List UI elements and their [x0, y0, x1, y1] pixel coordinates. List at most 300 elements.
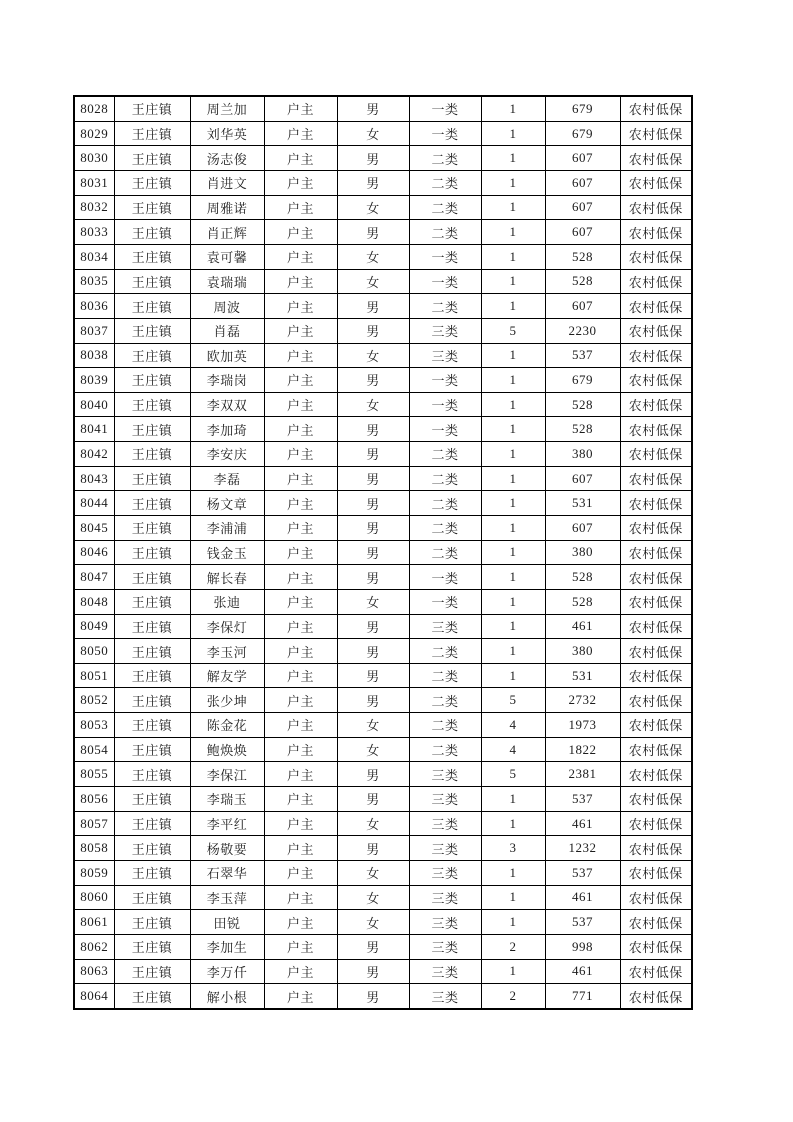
table-cell: 鲍焕焕: [190, 737, 264, 762]
table-cell: 周波: [190, 294, 264, 319]
table-cell: 女: [337, 860, 409, 885]
table-cell: 461: [545, 885, 620, 910]
table-cell: 户主: [264, 244, 337, 269]
table-cell: 1: [481, 565, 545, 590]
table-cell: 男: [337, 318, 409, 343]
table-cell: 二类: [409, 737, 481, 762]
table-cell: 女: [337, 885, 409, 910]
table-cell: 三类: [409, 343, 481, 368]
table-cell: 户主: [264, 589, 337, 614]
table-cell: 528: [545, 417, 620, 442]
table-cell: 农村低保: [620, 417, 692, 442]
table-cell: 李瑞岗: [190, 368, 264, 393]
table-cell: 王庄镇: [114, 787, 190, 812]
table-cell: 户主: [264, 860, 337, 885]
table-cell: 户主: [264, 959, 337, 984]
table-cell: 王庄镇: [114, 220, 190, 245]
table-cell: 户主: [264, 417, 337, 442]
table-cell: 三类: [409, 318, 481, 343]
table-cell: 8039: [74, 368, 114, 393]
table-cell: 8040: [74, 392, 114, 417]
table-cell: 8058: [74, 836, 114, 861]
table-cell: 1: [481, 639, 545, 664]
table-cell: 户主: [264, 368, 337, 393]
table-cell: 周雅诺: [190, 195, 264, 220]
table-cell: 607: [545, 195, 620, 220]
table-cell: 三类: [409, 959, 481, 984]
table-cell: 男: [337, 516, 409, 541]
table-cell: 户主: [264, 885, 337, 910]
table-cell: 王庄镇: [114, 663, 190, 688]
table-cell: 李浦浦: [190, 516, 264, 541]
table-cell: 607: [545, 146, 620, 171]
table-cell: 王庄镇: [114, 688, 190, 713]
table-cell: 8061: [74, 910, 114, 935]
table-cell: 8059: [74, 860, 114, 885]
table-row: [74, 885, 692, 910]
table-cell: 户主: [264, 294, 337, 319]
table-cell: 5: [481, 688, 545, 713]
table-cell: 三类: [409, 787, 481, 812]
table-cell: 户主: [264, 713, 337, 738]
table-cell: 王庄镇: [114, 121, 190, 146]
table-cell: 8060: [74, 885, 114, 910]
table-cell: 李平红: [190, 811, 264, 836]
table-cell: 农村低保: [620, 318, 692, 343]
table-cell: 户主: [264, 565, 337, 590]
table-cell: 王庄镇: [114, 294, 190, 319]
table-cell: 女: [337, 737, 409, 762]
table-cell: 1: [481, 540, 545, 565]
table-cell: 二类: [409, 442, 481, 467]
table-cell: 男: [337, 442, 409, 467]
table-cell: 户主: [264, 195, 337, 220]
table-cell: 三类: [409, 984, 481, 1009]
table-cell: 1: [481, 343, 545, 368]
table-row: [74, 294, 692, 319]
table-cell: 农村低保: [620, 540, 692, 565]
table-row: [74, 392, 692, 417]
table-cell: 8050: [74, 639, 114, 664]
table-cell: 女: [337, 811, 409, 836]
table-row: [74, 663, 692, 688]
table-cell: 王庄镇: [114, 491, 190, 516]
table-cell: 一类: [409, 244, 481, 269]
table-cell: 王庄镇: [114, 195, 190, 220]
table-cell: 女: [337, 589, 409, 614]
table-cell: 王庄镇: [114, 984, 190, 1009]
table-cell: 二类: [409, 713, 481, 738]
table-cell: 一类: [409, 96, 481, 121]
table-row: [74, 491, 692, 516]
table-cell: 男: [337, 220, 409, 245]
table-cell: 一类: [409, 269, 481, 294]
table-cell: 1: [481, 220, 545, 245]
table-cell: 1: [481, 663, 545, 688]
table-cell: 二类: [409, 294, 481, 319]
table-cell: 461: [545, 811, 620, 836]
table-cell: 531: [545, 663, 620, 688]
table-cell: 8033: [74, 220, 114, 245]
table-cell: 三类: [409, 860, 481, 885]
table-cell: 农村低保: [620, 589, 692, 614]
table-cell: 5: [481, 762, 545, 787]
table-cell: 8045: [74, 516, 114, 541]
table-cell: 王庄镇: [114, 244, 190, 269]
table-row: [74, 540, 692, 565]
table-cell: 石翠华: [190, 860, 264, 885]
table-cell: 8063: [74, 959, 114, 984]
table-cell: 男: [337, 417, 409, 442]
table-cell: 女: [337, 343, 409, 368]
table-cell: 女: [337, 195, 409, 220]
table-cell: 农村低保: [620, 934, 692, 959]
table-cell: 农村低保: [620, 787, 692, 812]
table-cell: 8048: [74, 589, 114, 614]
table-cell: 461: [545, 959, 620, 984]
table-row: [74, 836, 692, 861]
table-cell: 户主: [264, 442, 337, 467]
table-cell: 8062: [74, 934, 114, 959]
table-row: [74, 368, 692, 393]
table-cell: 二类: [409, 688, 481, 713]
table-cell: 农村低保: [620, 565, 692, 590]
table-cell: 2732: [545, 688, 620, 713]
table-row: [74, 466, 692, 491]
table-row: [74, 442, 692, 467]
table-cell: 户主: [264, 663, 337, 688]
table-cell: 607: [545, 466, 620, 491]
table-cell: 2381: [545, 762, 620, 787]
table-row: [74, 688, 692, 713]
table-cell: 8042: [74, 442, 114, 467]
table-cell: 李加生: [190, 934, 264, 959]
table-row: [74, 787, 692, 812]
table-cell: 1822: [545, 737, 620, 762]
table-cell: 户主: [264, 614, 337, 639]
table-cell: 农村低保: [620, 121, 692, 146]
table-cell: 8037: [74, 318, 114, 343]
table-cell: 农村低保: [620, 811, 692, 836]
table-cell: 王庄镇: [114, 96, 190, 121]
table-cell: 李保江: [190, 762, 264, 787]
table-row: [74, 614, 692, 639]
table-cell: 380: [545, 639, 620, 664]
table-cell: 农村低保: [620, 269, 692, 294]
table-cell: 528: [545, 565, 620, 590]
table-cell: 汤志俊: [190, 146, 264, 171]
table-cell: 农村低保: [620, 836, 692, 861]
table-cell: 679: [545, 121, 620, 146]
table-cell: 户主: [264, 639, 337, 664]
table-cell: 户主: [264, 762, 337, 787]
table-row: [74, 910, 692, 935]
table-cell: 998: [545, 934, 620, 959]
table-cell: 8054: [74, 737, 114, 762]
table-row: [74, 244, 692, 269]
table-cell: 1: [481, 417, 545, 442]
table-cell: 三类: [409, 811, 481, 836]
table-row: [74, 589, 692, 614]
table-cell: 户主: [264, 491, 337, 516]
table-row: [74, 343, 692, 368]
table-cell: 1: [481, 171, 545, 196]
table-cell: 537: [545, 787, 620, 812]
table-cell: 8034: [74, 244, 114, 269]
table-cell: 户主: [264, 318, 337, 343]
table-cell: 女: [337, 713, 409, 738]
table-cell: 1: [481, 269, 545, 294]
table-cell: 二类: [409, 220, 481, 245]
table-cell: 二类: [409, 195, 481, 220]
table-cell: 李磊: [190, 466, 264, 491]
table-cell: 王庄镇: [114, 934, 190, 959]
table-cell: 461: [545, 614, 620, 639]
table-cell: 8030: [74, 146, 114, 171]
table-cell: 771: [545, 984, 620, 1009]
table-cell: 男: [337, 368, 409, 393]
table-cell: 农村低保: [620, 392, 692, 417]
table-cell: 1: [481, 910, 545, 935]
table-cell: 户主: [264, 787, 337, 812]
table-cell: 5: [481, 318, 545, 343]
table-cell: 531: [545, 491, 620, 516]
table-cell: 1: [481, 614, 545, 639]
table-cell: 户主: [264, 934, 337, 959]
table-cell: 张少坤: [190, 688, 264, 713]
table-cell: 农村低保: [620, 96, 692, 121]
table-cell: 农村低保: [620, 146, 692, 171]
table-cell: 解小根: [190, 984, 264, 1009]
table-cell: 男: [337, 959, 409, 984]
table-cell: 2: [481, 984, 545, 1009]
table-row: [74, 171, 692, 196]
table-cell: 2: [481, 934, 545, 959]
table-cell: 8056: [74, 787, 114, 812]
table-cell: 1: [481, 294, 545, 319]
table-row: [74, 516, 692, 541]
table-cell: 女: [337, 244, 409, 269]
table-cell: 1232: [545, 836, 620, 861]
table-cell: 8046: [74, 540, 114, 565]
table-cell: 王庄镇: [114, 269, 190, 294]
table-cell: 380: [545, 540, 620, 565]
table-cell: 1: [481, 368, 545, 393]
table-cell: 1: [481, 860, 545, 885]
table-cell: 刘华英: [190, 121, 264, 146]
table-cell: 李瑞玉: [190, 787, 264, 812]
table-cell: 528: [545, 244, 620, 269]
table-cell: 537: [545, 910, 620, 935]
table-cell: 女: [337, 121, 409, 146]
table-cell: 1: [481, 516, 545, 541]
table-cell: 8044: [74, 491, 114, 516]
table-cell: 1: [481, 959, 545, 984]
table-row: [74, 96, 692, 121]
table-cell: 8035: [74, 269, 114, 294]
table-row: [74, 121, 692, 146]
table-cell: 男: [337, 934, 409, 959]
table-row: [74, 811, 692, 836]
table-row: [74, 565, 692, 590]
table-cell: 1: [481, 787, 545, 812]
table-cell: 男: [337, 294, 409, 319]
table-cell: 男: [337, 663, 409, 688]
table-cell: 二类: [409, 146, 481, 171]
table-cell: 三类: [409, 885, 481, 910]
table-cell: 王庄镇: [114, 540, 190, 565]
table-cell: 537: [545, 860, 620, 885]
table-cell: 农村低保: [620, 910, 692, 935]
table-cell: 户主: [264, 984, 337, 1009]
table-cell: 王庄镇: [114, 565, 190, 590]
table-cell: 田锐: [190, 910, 264, 935]
table-cell: 8038: [74, 343, 114, 368]
table-cell: 农村低保: [620, 516, 692, 541]
table-cell: 王庄镇: [114, 885, 190, 910]
table-cell: 农村低保: [620, 171, 692, 196]
table-cell: 王庄镇: [114, 614, 190, 639]
table-cell: 王庄镇: [114, 836, 190, 861]
table-cell: 8031: [74, 171, 114, 196]
table-row: [74, 934, 692, 959]
table-cell: 李万仟: [190, 959, 264, 984]
table-cell: 户主: [264, 343, 337, 368]
table-cell: 三类: [409, 614, 481, 639]
table-cell: 王庄镇: [114, 318, 190, 343]
table-cell: 王庄镇: [114, 762, 190, 787]
table-cell: 607: [545, 220, 620, 245]
table-cell: 一类: [409, 589, 481, 614]
table-row: [74, 269, 692, 294]
table-cell: 男: [337, 466, 409, 491]
table-cell: 袁可馨: [190, 244, 264, 269]
table-cell: 女: [337, 910, 409, 935]
table-row: [74, 417, 692, 442]
table-cell: 肖正辉: [190, 220, 264, 245]
table-cell: 男: [337, 146, 409, 171]
table-cell: 农村低保: [620, 343, 692, 368]
table-cell: 679: [545, 96, 620, 121]
table-cell: 王庄镇: [114, 392, 190, 417]
table-cell: 欧加英: [190, 343, 264, 368]
table-cell: 8053: [74, 713, 114, 738]
table-cell: 8047: [74, 565, 114, 590]
table-cell: 1: [481, 121, 545, 146]
table-cell: 537: [545, 343, 620, 368]
table-cell: 8029: [74, 121, 114, 146]
table-cell: 男: [337, 639, 409, 664]
table-row: [74, 713, 692, 738]
table-cell: 农村低保: [620, 737, 692, 762]
table-cell: 男: [337, 540, 409, 565]
table-cell: 农村低保: [620, 466, 692, 491]
table-cell: 2230: [545, 318, 620, 343]
table-cell: 8049: [74, 614, 114, 639]
table-cell: 8041: [74, 417, 114, 442]
table-cell: 8036: [74, 294, 114, 319]
table-cell: 三类: [409, 910, 481, 935]
table-cell: 王庄镇: [114, 516, 190, 541]
table-cell: 二类: [409, 171, 481, 196]
table-cell: 607: [545, 294, 620, 319]
table-cell: 杨敬要: [190, 836, 264, 861]
table-cell: 679: [545, 368, 620, 393]
table-cell: 8057: [74, 811, 114, 836]
table-cell: 8051: [74, 663, 114, 688]
table-cell: 1: [481, 442, 545, 467]
table-cell: 农村低保: [620, 368, 692, 393]
table-cell: 528: [545, 589, 620, 614]
table-cell: 肖进文: [190, 171, 264, 196]
table-row: [74, 195, 692, 220]
table-cell: 袁瑞瑞: [190, 269, 264, 294]
table-cell: 一类: [409, 417, 481, 442]
table-cell: 1: [481, 146, 545, 171]
table-cell: 农村低保: [620, 959, 692, 984]
table-cell: 1: [481, 885, 545, 910]
table-row: [74, 146, 692, 171]
table-cell: 8032: [74, 195, 114, 220]
table-cell: 三类: [409, 836, 481, 861]
table-cell: 李玉萍: [190, 885, 264, 910]
table-cell: 王庄镇: [114, 811, 190, 836]
table-cell: 4: [481, 713, 545, 738]
table-cell: 王庄镇: [114, 442, 190, 467]
table-cell: 李保灯: [190, 614, 264, 639]
table-cell: 农村低保: [620, 885, 692, 910]
table-body: [74, 96, 692, 1009]
table-cell: 解长春: [190, 565, 264, 590]
table-cell: 4: [481, 737, 545, 762]
table-cell: 王庄镇: [114, 368, 190, 393]
table-cell: 607: [545, 516, 620, 541]
table-cell: 1973: [545, 713, 620, 738]
table-cell: 一类: [409, 392, 481, 417]
table-cell: 农村低保: [620, 614, 692, 639]
table-cell: 户主: [264, 96, 337, 121]
table-row: [74, 984, 692, 1009]
table-cell: 1: [481, 811, 545, 836]
table-cell: 农村低保: [620, 244, 692, 269]
table-cell: 男: [337, 762, 409, 787]
table-row: [74, 639, 692, 664]
table-cell: 一类: [409, 121, 481, 146]
table-cell: 王庄镇: [114, 171, 190, 196]
table-cell: 男: [337, 96, 409, 121]
table-cell: 二类: [409, 639, 481, 664]
table-cell: 户主: [264, 737, 337, 762]
table-cell: 户主: [264, 910, 337, 935]
table-cell: 男: [337, 565, 409, 590]
table-cell: 1: [481, 589, 545, 614]
table-cell: 一类: [409, 565, 481, 590]
table-cell: 李加琦: [190, 417, 264, 442]
table-row: [74, 860, 692, 885]
table-cell: 1: [481, 392, 545, 417]
table-cell: 一类: [409, 368, 481, 393]
table-cell: 男: [337, 836, 409, 861]
table-cell: 女: [337, 392, 409, 417]
table-cell: 农村低保: [620, 491, 692, 516]
table-cell: 农村低保: [620, 984, 692, 1009]
table-row: [74, 762, 692, 787]
table-cell: 李玉河: [190, 639, 264, 664]
table-cell: 王庄镇: [114, 737, 190, 762]
table-row: [74, 737, 692, 762]
table-cell: 户主: [264, 516, 337, 541]
table-cell: 户主: [264, 146, 337, 171]
